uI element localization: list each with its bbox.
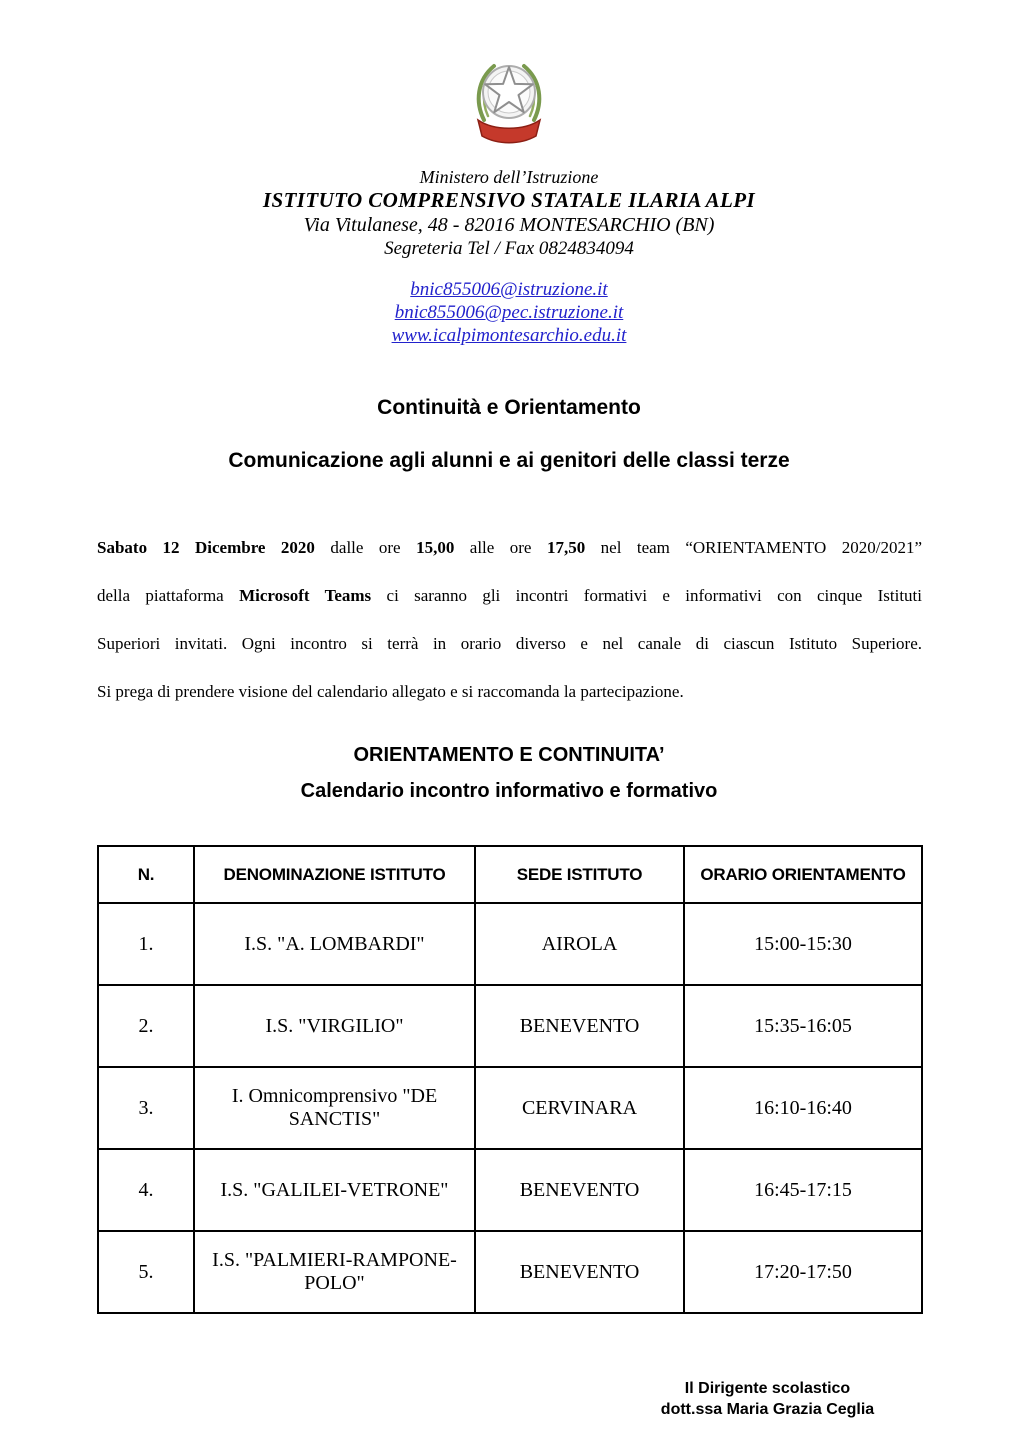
table-cell: I.S. "VIRGILIO": [194, 985, 475, 1067]
table-cell: 2.: [98, 985, 194, 1067]
table-cell: BENEVENTO: [475, 1231, 684, 1313]
table-cell: 3.: [98, 1067, 194, 1149]
body-text: Superiori invitati. Ogni incontro si terrà in orario diverso e nel canale di ciascun Istituto Superiore.: [97, 634, 922, 653]
table-header-cell: SEDE ISTITUTO: [475, 846, 684, 903]
table-cell: I.S. "PALMIERI-RAMPONE-POLO": [194, 1231, 475, 1313]
table-cell: 17:20-17:50: [684, 1231, 922, 1313]
table-header-cell: DENOMINAZIONE ISTITUTO: [194, 846, 475, 903]
body-line: [97, 620, 922, 668]
body-text-bold: 17,50: [546, 538, 586, 557]
table-cell: 16:10-16:40: [684, 1067, 922, 1149]
table-cell: 1.: [98, 903, 194, 985]
schedule-table: [97, 845, 923, 1314]
institute-phone: Segreteria Tel / Fax 0824834094: [384, 238, 634, 259]
body-text: Si prega di prendere visione del calendario allegato e si raccomanda la partecipazione.: [97, 682, 684, 701]
body-line: [97, 572, 922, 620]
body-line: [97, 668, 922, 716]
body-text: dalle ore: [314, 538, 417, 557]
table-cell: 5.: [98, 1231, 194, 1313]
body-text-bold: Microsoft Teams: [239, 586, 372, 605]
institute-name: ISTITUTO COMPRENSIVO STATALE ILARIA ALPI: [262, 188, 756, 212]
calendar-heading-line1: ORIENTAMENTO E CONTINUITA’: [353, 744, 665, 766]
table-header-cell: ORARIO ORIENTAMENTO: [684, 846, 922, 903]
body-text-bold: Sabato 12 Dicembre 2020: [97, 538, 315, 557]
table-cell: 15:35-16:05: [684, 985, 922, 1067]
table-header-cell: N.: [98, 846, 194, 903]
italian-republic-emblem-icon: [470, 54, 548, 144]
table-cell: CERVINARA: [475, 1067, 684, 1149]
table-row: [98, 1231, 922, 1313]
table-header-row: [98, 846, 922, 903]
contact-links: [0, 279, 1018, 348]
contact-link[interactable]: bnic855006@istruzione.it: [410, 279, 608, 300]
document-title: Continuità e Orientamento: [377, 396, 641, 419]
table-row: [98, 1067, 922, 1149]
body-line: [97, 524, 922, 572]
table-cell: AIROLA: [475, 903, 684, 985]
table-cell: I. Omnicomprensivo "DE SANCTIS": [194, 1067, 475, 1149]
signature-role: Il Dirigente scolastico: [684, 1380, 851, 1397]
table-cell: BENEVENTO: [475, 1149, 684, 1231]
table-cell: 4.: [98, 1149, 194, 1231]
masthead: [0, 166, 1018, 260]
contact-link[interactable]: bnic855006@pec.istruzione.it: [394, 302, 624, 323]
table-cell: BENEVENTO: [475, 985, 684, 1067]
signature-name: dott.ssa Maria Grazia Ceglia: [660, 1401, 875, 1418]
body-text-bold: 15,00: [416, 538, 455, 557]
table-cell: I.S. "GALILEI-VETRONE": [194, 1149, 475, 1231]
table-row: [98, 985, 922, 1067]
ministry-line: Ministero dell’Istruzione: [419, 167, 599, 187]
signature-block: [595, 1378, 940, 1420]
table-body: [98, 903, 922, 1313]
table-row: [98, 1149, 922, 1231]
calendar-heading: [0, 742, 1018, 804]
body-text: della piattaforma: [97, 586, 240, 605]
body-text: alle ore: [454, 538, 547, 557]
table-cell: 15:00-15:30: [684, 903, 922, 985]
institute-address: Via Vitulanese, 48 - 82016 MONTESARCHIO (BN): [303, 214, 715, 236]
calendar-heading-line2: Calendario incontro informativo e formativo: [300, 780, 718, 802]
body-text: ci saranno gli incontri formativi e informativi con cinque Istituti: [371, 586, 923, 605]
body-paragraph: [97, 524, 922, 716]
table-cell: 16:45-17:15: [684, 1149, 922, 1231]
table-row: [98, 903, 922, 985]
body-text: nel team “ORIENTAMENTO 2020/2021”: [585, 538, 923, 557]
contact-link[interactable]: www.icalpimontesarchio.edu.it: [391, 325, 627, 346]
emblem-container: [0, 54, 1018, 144]
document-subtitle: Comunicazione agli alunni e ai genitori delle classi terze: [228, 449, 790, 472]
table-cell: I.S. "A. LOMBARDI": [194, 903, 475, 985]
